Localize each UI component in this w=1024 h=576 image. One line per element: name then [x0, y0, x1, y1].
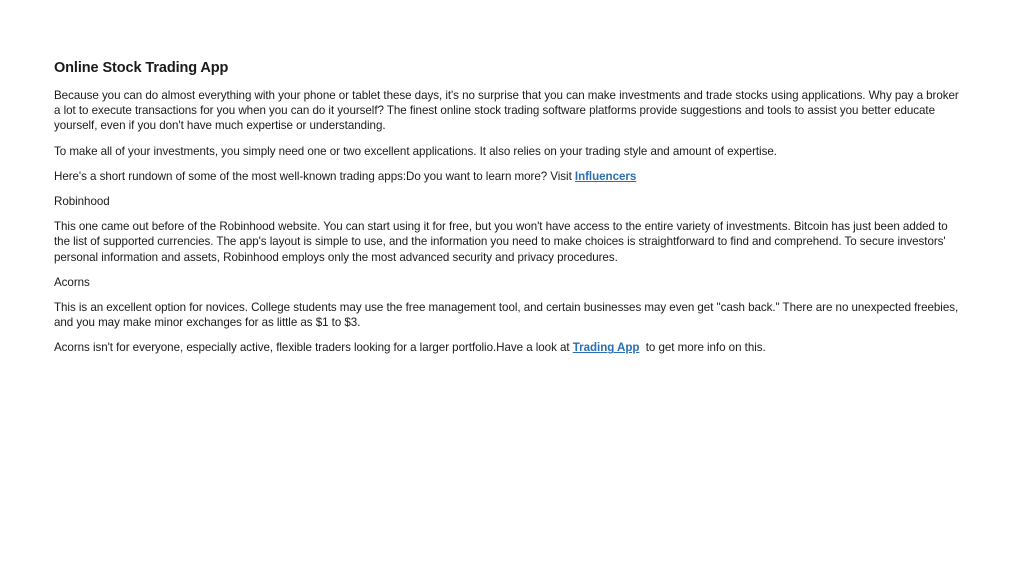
- acorns-heading: Acorns: [54, 275, 90, 289]
- trading-app-link[interactable]: Trading App: [572, 341, 640, 355]
- rundown-paragraph: [54, 169, 960, 184]
- acorns-paragraph: This is an excellent option for novices. College students may use the free management tool, and certain businesses may even get "cash back." There are no unexpected freebies, and you may make minor exchanges for as little as $1 to $3.: [54, 301, 959, 330]
- document-page: [54, 58, 960, 366]
- document-title: Online Stock Trading App: [54, 60, 229, 76]
- acorns-portfolio-text: Acorns isn't for everyone, especially active, flexible traders looking for a larger portfolio.Have a look at: [54, 341, 573, 355]
- acorns-portfolio-paragraph: [54, 340, 960, 355]
- influencers-link[interactable]: Influencers: [574, 169, 637, 183]
- rundown-text: Here's a short rundown of some of the most well-known trading apps:Do you want to learn more? Visit: [54, 169, 575, 183]
- robinhood-paragraph: This one came out before of the Robinhood website. You can start using it for free, but you won't have access to the entire variety of investments. Bitcoin has just been added to the list of supported currencies. The app's layout is simple to use, and the information you need to make choices is straightforward to find and comprehend. To secure investors' personal information and assets, Robinhood employs only the most advanced security and privacy procedures.: [54, 220, 948, 264]
- investments-paragraph: To make all of your investments, you simply need one or two excellent applications. It also relies on your trading style and amount of expertise.: [54, 144, 777, 158]
- robinhood-heading: Robinhood: [54, 195, 110, 209]
- intro-paragraph: Because you can do almost everything with your phone or tablet these days, it's no surprise that you can make investments and trade stocks using applications. Why pay a broker a lot to execute transactions for you when you can do it yourself? The finest online stock trading software platforms provide suggestions and tools to assist you better educate yourself, even if you don't have much expertise or understanding.: [54, 89, 959, 133]
- acorns-portfolio-tail: to get more info on this.: [639, 341, 766, 355]
